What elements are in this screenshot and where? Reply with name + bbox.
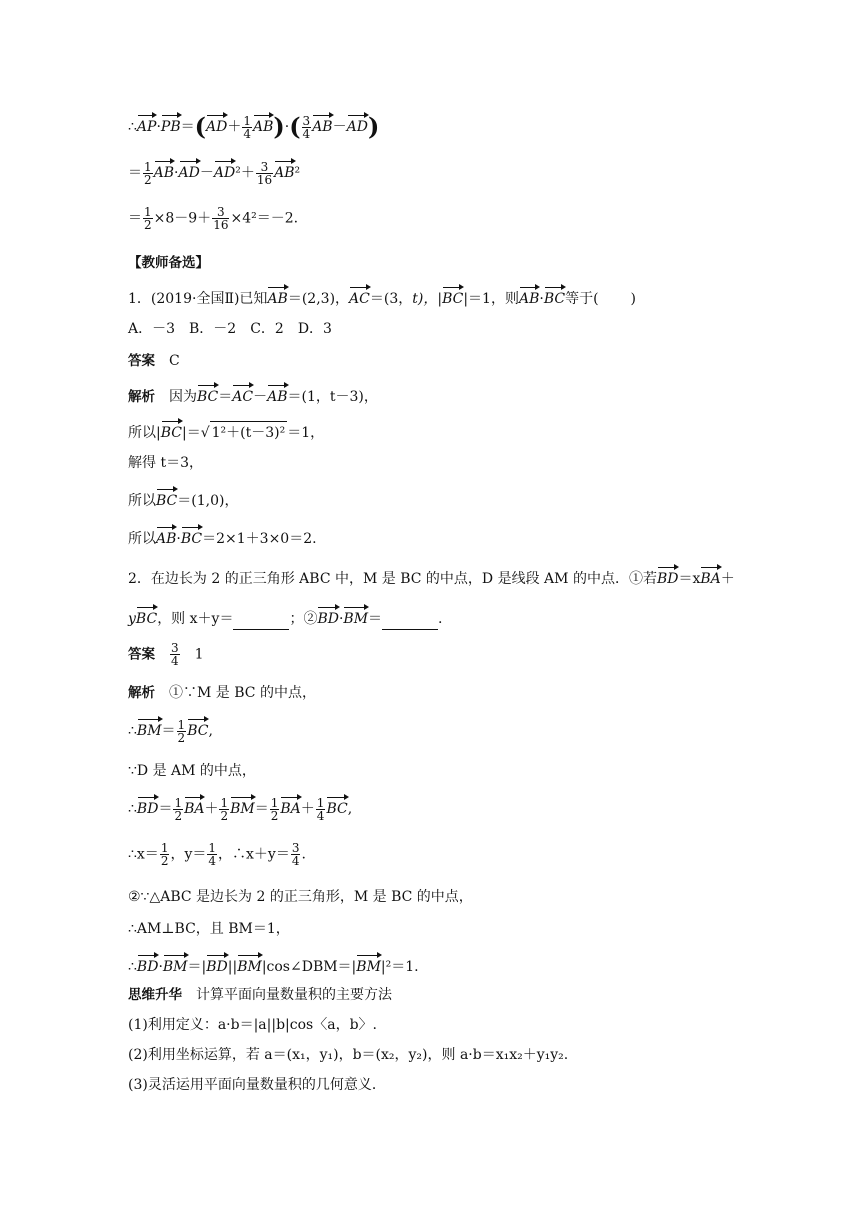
question-1-answer: 答案 C xyxy=(128,353,180,369)
derivation-line-1: ∴AP·PB＝(AD＋ $\frac{1}{4}$ AB)·( $\frac{3}{4}$ AB－AD) xyxy=(128,112,380,141)
summary-point-1: (1)利用定义：a·b＝|a||b|cos〈a，b〉. xyxy=(128,1017,377,1033)
question-2-answer: 答案 $\frac{3}{4}$ 1 xyxy=(128,641,204,668)
answer-blank-2 xyxy=(382,615,438,630)
question-2-analysis-2: ∴BM＝ $\frac{1}{2}$ BC, xyxy=(128,717,213,745)
summary-heading: 思维升华 计算平面向量数量积的主要方法 xyxy=(128,987,392,1003)
answer-blank-1 xyxy=(233,615,289,630)
question-1-analysis-5: 所以AB·BC＝2×1＋3×0＝2. xyxy=(128,526,317,550)
question-1-analysis-3: 解得 t＝3， xyxy=(128,455,203,471)
question-2-analysis-7: ∴AM⊥BC，且 BM＝1， xyxy=(128,921,290,937)
section-label: 【教师备选】 xyxy=(128,255,209,271)
question-1-options: A．－3 B．－2 C．2 D．3 xyxy=(128,321,332,337)
summary-point-3: (3)灵活运用平面向量数量积的几何意义． xyxy=(128,1077,386,1093)
question-1-analysis-1: 解析 因为BC＝AC－AB＝(1，t－3)， xyxy=(128,384,378,408)
derivation-line-3: ＝ $\frac{1}{2}$ ×8－9＋ $\frac{3}{16}$ ×4²＝－2. xyxy=(128,205,299,232)
question-2-analysis-8: ∴BD·BM＝|BD||BM|cos∠DBM＝|BM|²＝1. xyxy=(128,954,419,978)
summary-point-2: (2)利用坐标运算，若 a＝(x₁，y₁)，b＝(x₂，y₂)，则 a·b＝x₁x₂＋y₁y₂. xyxy=(128,1047,569,1063)
question-1: 1．(2019·全国Ⅱ)已知AB＝(2,3)，AC＝(3，t)，|BC|＝1，则AB·BC等于( ) xyxy=(128,286,636,310)
question-1-analysis-4: 所以BC＝(1,0)， xyxy=(128,488,238,512)
question-2-analysis-1: 解析 ①∵M 是 BC 的中点， xyxy=(128,685,316,701)
question-2-line-2: yBC，则 x＋y＝ ；②BD·BM＝ . xyxy=(128,606,443,630)
question-2-analysis-4: ∴BD＝ $\frac{1}{2}$ BA＋ $\frac{1}{2}$ BM＝ $\frac{1}{2}$ BA＋ $\frac{1}{4}$ BC, xyxy=(128,795,353,823)
question-1-analysis-2: 所以|BC|＝√ 1²＋(t－3)² ＝1， xyxy=(128,420,324,444)
question-2-analysis-6: ②∵△ABC 是边长为 2 的正三角形，M 是 BC 的中点， xyxy=(128,889,473,905)
question-2-analysis-3: ∵D 是 AM 的中点， xyxy=(128,763,256,779)
question-2-analysis-5: ∴x＝ $\frac{1}{2}$ ，y＝ $\frac{1}{4}$ ，∴x＋y＝ $\frac{3}{4}$ . xyxy=(128,841,306,868)
derivation-line-2: ＝ $\frac{1}{2}$ AB·AD－AD²＋ $\frac{3}{16}$ AB² xyxy=(128,159,301,187)
question-2-line-1: 2．在边长为 2 的正三角形 ABC 中，M 是 BC 的中点，D 是线段 AM 的中点．①若BD＝xBA＋ xyxy=(128,566,735,590)
